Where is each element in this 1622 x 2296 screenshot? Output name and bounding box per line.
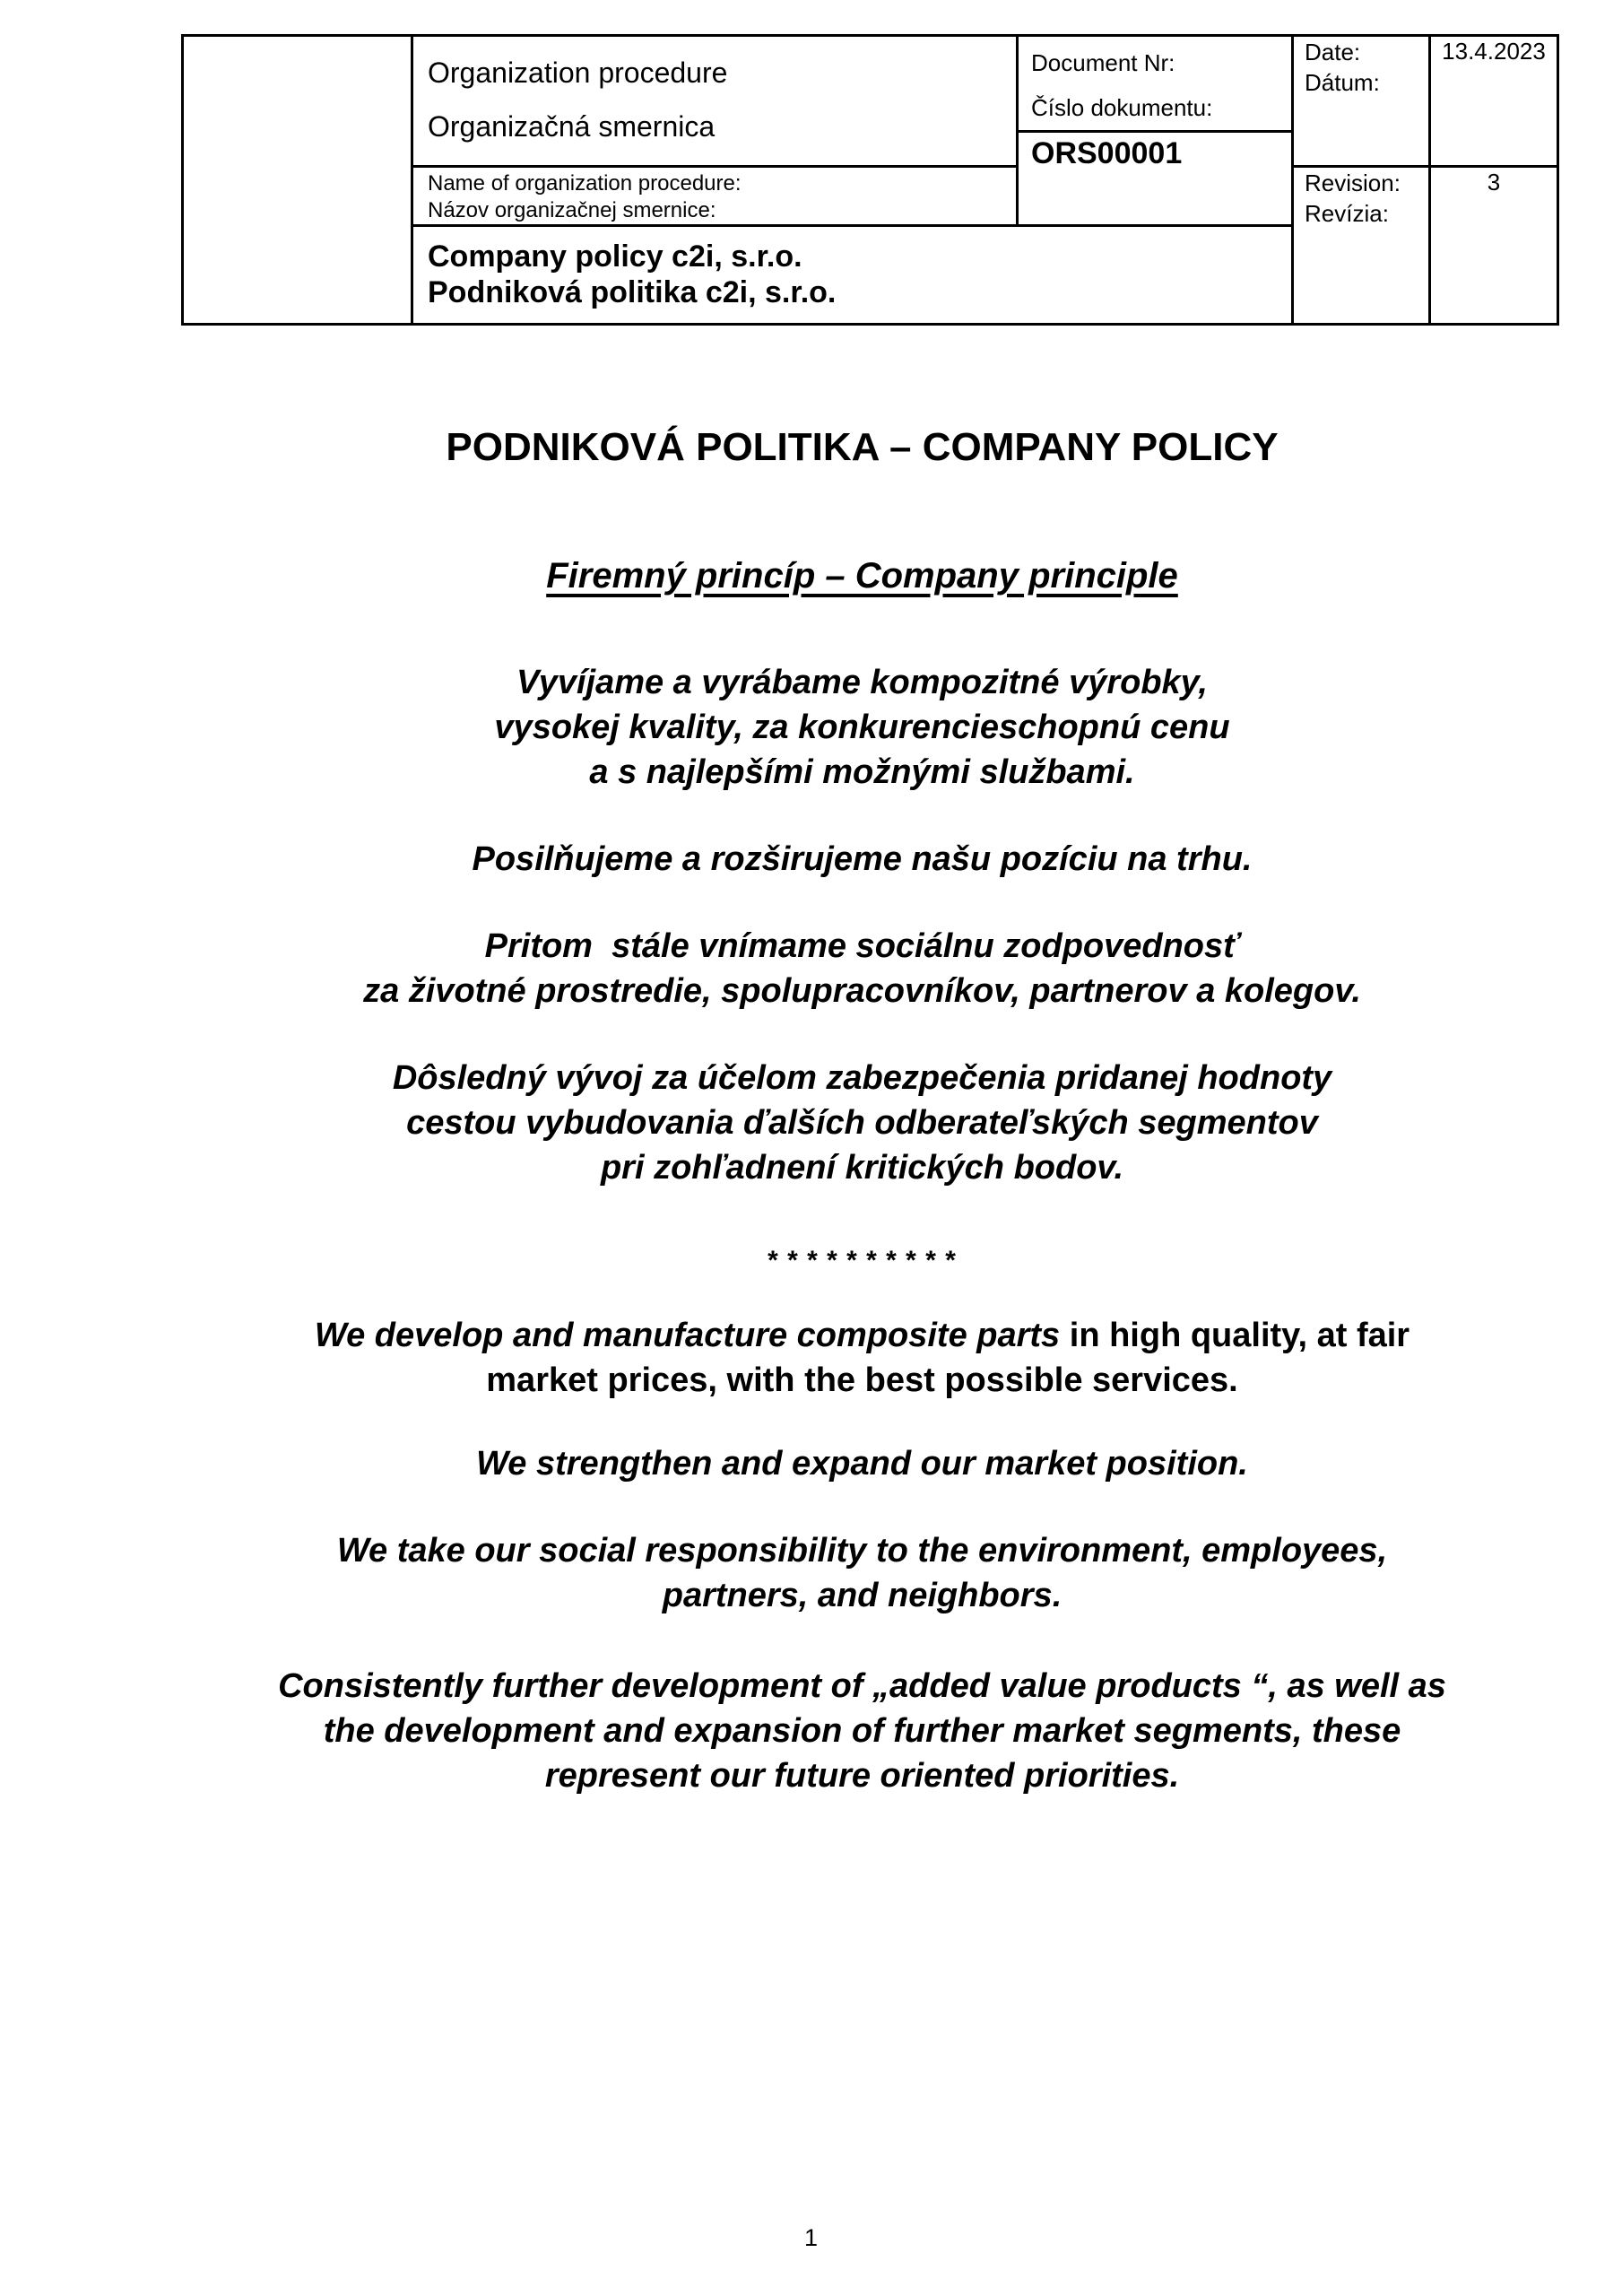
text-line: pri zohľadnení kritických bodov.	[600, 1149, 1124, 1187]
text-line: market prices, with the best possible services.	[486, 1361, 1238, 1399]
revision-label-en: Revision:	[1305, 170, 1401, 196]
text-line: vysokej kvality, za konkurencieschopnú cenu	[494, 709, 1230, 746]
paragraph-en-3	[181, 1528, 1543, 1618]
text-line: Vyvíjame a vyrábame kompozitné výrobky,	[516, 664, 1208, 701]
document-nr-label-en: Document Nr:	[1031, 49, 1175, 76]
italic-segment: We develop and manufacture composite parts	[314, 1317, 1061, 1354]
text-line: Consistently further development of „added value products “, as well as	[278, 1667, 1446, 1705]
paragraph-sk-3	[181, 924, 1543, 1013]
revision-label-sk: Revízia:	[1305, 200, 1389, 227]
company-policy-title-sk: Podniková politika c2i, s.r.o.	[428, 275, 837, 309]
company-policy-title-en: Company policy c2i, s.r.o.	[428, 239, 802, 274]
text-line: za životné prostredie, spolupracovníkov, partnerov a kolegov.	[363, 972, 1361, 1010]
procedure-name-label-sk: Názov organizačnej smernice:	[428, 198, 716, 222]
paragraph-sk-4	[181, 1056, 1543, 1190]
procedure-type-en: Organization procedure	[428, 57, 728, 89]
procedure-type-sk: Organizačná smernica	[428, 110, 716, 143]
text-line: Dôsledný vývoj za účelom zabezpečenia pridanej hodnoty	[392, 1059, 1332, 1097]
date-label-sk: Dátum:	[1305, 69, 1380, 96]
paragraph-sk-2	[181, 837, 1543, 882]
date-value: 13.4.2023	[1442, 38, 1546, 65]
text-line: represent our future oriented priorities.	[544, 1757, 1180, 1795]
text-line: a s najlepšími možnými službami.	[589, 753, 1135, 791]
paragraph-sk-1	[181, 660, 1543, 795]
text-line: the development and expansion of further market segments, these	[323, 1712, 1401, 1750]
document-nr-value: ORS00001	[1031, 136, 1183, 170]
text-line: Posilňujeme a rozširujeme našu pozíciu na trhu.	[472, 840, 1253, 878]
paragraph-en-4	[181, 1664, 1543, 1798]
text-line: cestou vybudovania ďalších odberateľských segmentov	[406, 1104, 1318, 1142]
upright-segment: in high quality, at fair	[1060, 1317, 1410, 1354]
procedure-name-label-en: Name of organization procedure:	[428, 171, 742, 196]
page-subtitle-text: Firemný princíp – Company principle	[546, 556, 1178, 596]
paragraph-en-2	[181, 1441, 1543, 1486]
text-line: partners, and neighbors.	[662, 1577, 1063, 1614]
date-label-en: Date:	[1305, 39, 1361, 65]
revision-value: 3	[1487, 169, 1501, 196]
asterisk-separator: * * * * * * * * * *	[768, 1246, 957, 1275]
document-body	[181, 0, 1543, 2296]
text-line: We take our social responsibility to the environment, employees,	[336, 1532, 1388, 1570]
paragraph-en-1	[181, 1313, 1543, 1403]
document-nr-label-sk: Číslo dokumentu:	[1031, 94, 1213, 121]
page-title: PODNIKOVÁ POLITIKA – COMPANY POLICY	[446, 425, 1279, 469]
text-line	[181, 1313, 1543, 1358]
page-subtitle	[181, 555, 1543, 596]
text-line: Pritom stále vnímame sociálnu zodpovednosť	[484, 927, 1240, 965]
text-line: We strengthen and expand our market position.	[476, 1445, 1248, 1483]
page-number: 1	[803, 2224, 819, 2251]
